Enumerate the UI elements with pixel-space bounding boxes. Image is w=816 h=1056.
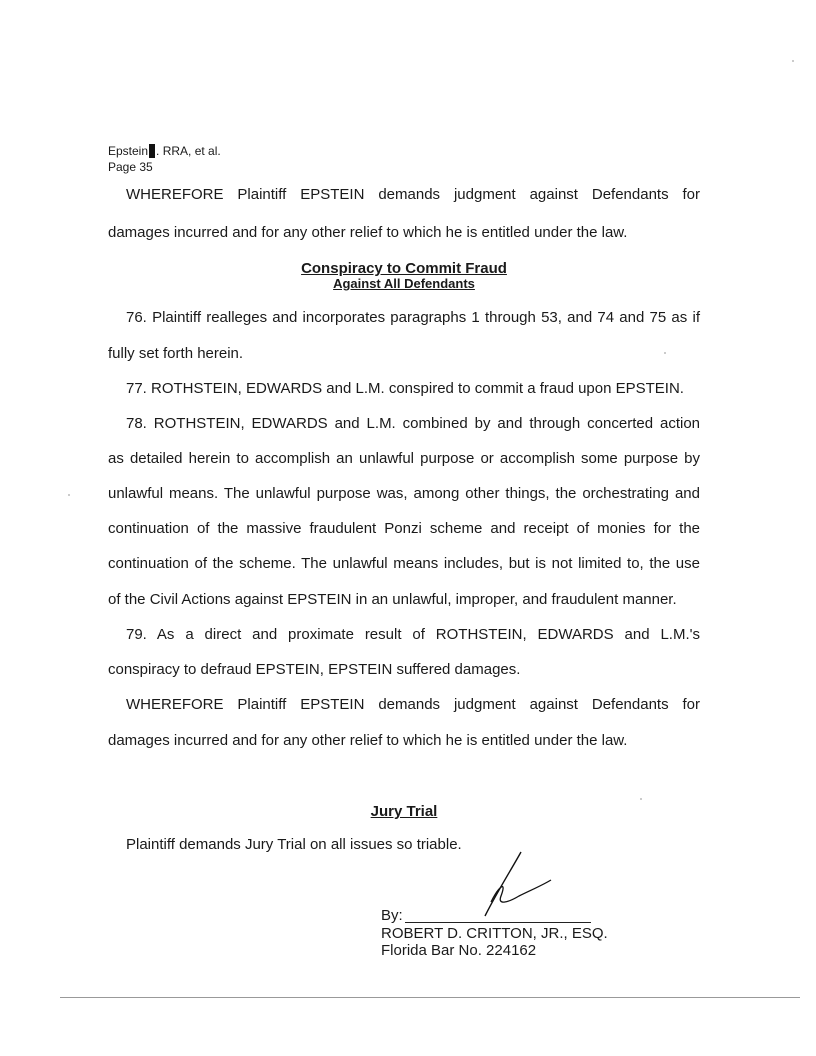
paragraph-76-line-2: fully set forth herein. — [108, 345, 244, 362]
paragraph-79-line-1: 79. As a direct and proximate result of ROTHSTEIN, EDWARDS and L.M.'s — [126, 626, 700, 643]
section-subtitle: Against All Defendants — [333, 276, 475, 291]
wherefore-line-1: WHEREFORE Plaintiff EPSTEIN demands judgment against Defendants for — [126, 186, 700, 203]
case-caption: Epstein . RRA, et al. — [108, 144, 221, 158]
redaction-block — [149, 144, 155, 158]
jury-trial-demand: Plaintiff demands Jury Trial on all issues so triable. — [126, 836, 462, 853]
paragraph-78-line-5: continuation of the scheme. The unlawful means includes, but is not limited to, the use — [108, 555, 700, 572]
wherefore2-line-2: damages incurred and for any other relief to which he is entitled under the law. — [108, 732, 628, 749]
wherefore-line-2: damages incurred and for any other relief to which he is entitled under the law. — [108, 224, 628, 241]
footer-rule — [60, 997, 800, 998]
scan-speck — [640, 798, 642, 800]
scan-speck — [68, 494, 70, 496]
signature-by-line: By: — [381, 907, 591, 924]
paragraph-77: 77. ROTHSTEIN, EDWARDS and L.M. conspired to commit a fraud upon EPSTEIN. — [126, 380, 684, 397]
paragraph-78-line-4: continuation of the massive fraudulent Ponzi scheme and receipt of monies for the — [108, 520, 700, 537]
paragraph-79-line-2: conspiracy to defraud EPSTEIN, EPSTEIN suffered damages. — [108, 661, 521, 678]
paragraph-78-line-1: 78. ROTHSTEIN, EDWARDS and L.M. combined by and through concerted action — [126, 415, 700, 432]
scan-speck — [792, 60, 794, 62]
case-header — [108, 143, 221, 175]
scan-speck — [664, 352, 666, 354]
signature-rule — [405, 922, 591, 923]
page-number: Page 35 — [108, 160, 153, 174]
paragraph-78-line-6: of the Civil Actions against EPSTEIN in an unlawful, improper, and fraudulent manner. — [108, 591, 677, 608]
wherefore2-line-1: WHEREFORE Plaintiff EPSTEIN demands judgment against Defendants for — [126, 696, 700, 713]
paragraph-76-line-1: 76. Plaintiff realleges and incorporates paragraphs 1 through 53, and 74 and 75 as if — [126, 309, 700, 326]
attorney-name: ROBERT D. CRITTON, JR., ESQ. — [381, 925, 608, 942]
section-title: Conspiracy to Commit Fraud — [301, 260, 507, 277]
paragraph-78-line-2: as detailed herein to accomplish an unlawful purpose or accomplish some purpose by — [108, 450, 700, 467]
jury-trial-title: Jury Trial — [370, 803, 438, 820]
paragraph-78-line-3: unlawful means. The unlawful purpose was, among other things, the orchestrating and — [108, 485, 700, 502]
bar-number: Florida Bar No. 224162 — [381, 942, 537, 959]
